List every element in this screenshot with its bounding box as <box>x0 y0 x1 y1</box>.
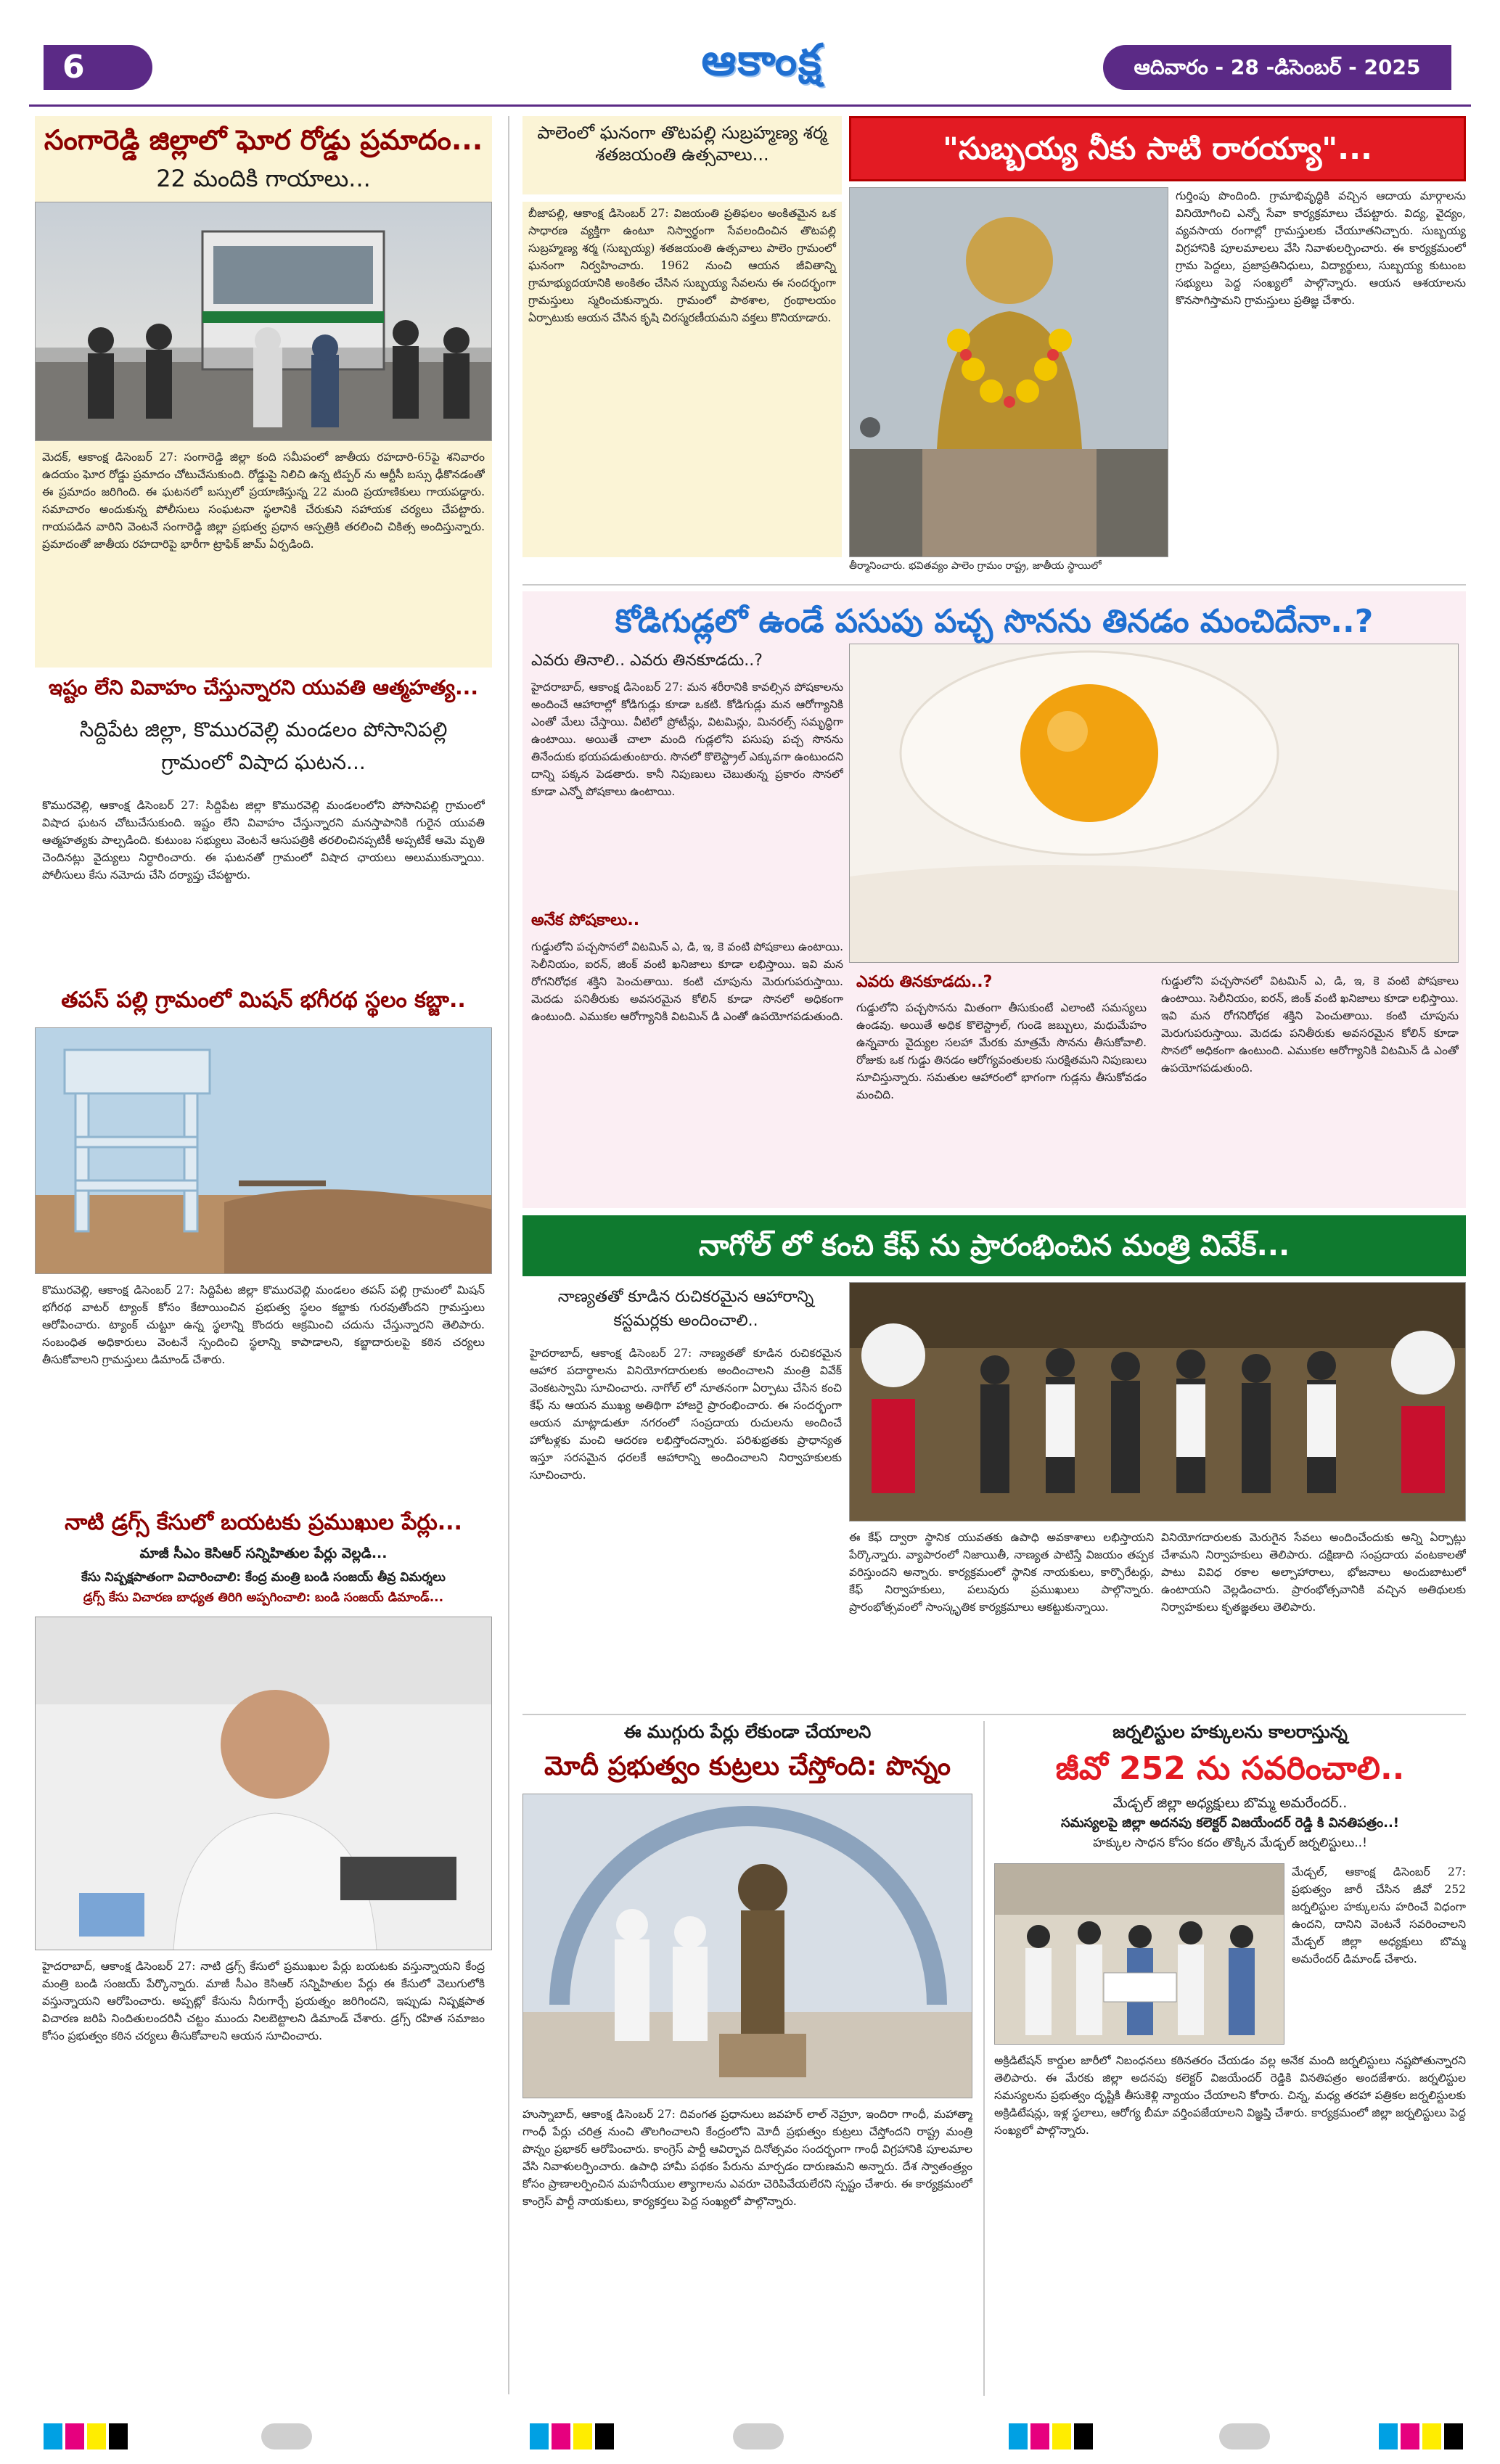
section-nutrients: అనేక పోషకాలు.. <box>531 911 640 929</box>
accident-photo <box>35 202 492 441</box>
magenta-swatch <box>1030 2423 1049 2449</box>
article-body-1: మేడ్చల్, ఆకాంక్ష డిసెంబర్ 27: ప్రభుత్వం జారీ చేసిన జీవో 252 జర్నలిస్టుల హక్కులను హరించే విధంగా ఉందని, దానిని వెంటనే సవరించాలని మేడ్చల్ జిల్లా అధ్యక్షులు బొమ్మ అమరేందర్ డిమాండ్ చేశారు. <box>1292 1865 1466 1966</box>
subheadline: సిద్దిపేట జిల్లా, కొమురవెల్లి మండలం పోసానిపల్లి గ్రామంలో విషాద ఘటన... <box>79 718 448 774</box>
cyan-swatch <box>1379 2423 1398 2449</box>
article-body-right: గుర్తింపు పొందింది. గ్రామాభివృద్ధికి వచ్చిన ఆదాయ మార్గాలను వినియోగించి ఎన్నో సేవా కార్యక్రమాలు చేపట్టారు. విద్య, వైద్యం, వ్యవసాయ రంగాల్లో గ్రామస్తులకు చేయూతనిచ్చారు. సుబ్బయ్య విగ్రహానికి పూలమాలలు వేసి నివాళులర్పించారు. ఈ కార్యక్రమంలో గ్రామ పెద్దలు, ప్రజాప్రతినిధులు, విద్యార్థులు, సుబ్బయ్య కుటుంబ సభ్యులు పెద్ద సంఖ్యలో పాల్గొన్నారు. ఆయన ఆశయాలను కొనసాగిస్తామని గ్రామస్తులు ప్రతిజ్ఞ చేశారు. <box>1176 189 1466 308</box>
masthead-title: ఆకాంక్ష <box>701 35 823 86</box>
article-body-2: అక్రిడిటేషన్ కార్డుల జారీలో నిబంధనలు కఠినతరం చేయడం వల్ల అనేక మంది జర్నలిస్టులు నష్టపోతున్నారని తెలిపారు. ఈ మేరకు జిల్లా అదనపు కలెక్టర్ విజయేందర్ రెడ్డికి వినతిపత్రం అందజేశారు. జర్నలిస్టుల సమస్యలను ప్రభుత్వం దృష్టికి తీసుకెళ్లి న్యాయం చేయాలని కోరారు. చిన్న, మధ్య తరహా పత్రికల జర్నలిస్టులకు అక్రిడిటేషన్లు, ఇళ్ల స్థలాలు, ఆరోగ్య బీమా వర్తింపజేయాలని విజ్ఞప్తి చేశారు. కార్యక్రమంలో జిల్లా జర్నలిస్టులు పెద్ద సంఖ్యలో పాల్గొన్నారు. <box>994 2054 1466 2137</box>
subheadline: 22 మందికి గాయాలు... <box>156 165 371 192</box>
registration-marks-1 <box>44 2423 128 2449</box>
cyan-swatch <box>530 2423 549 2449</box>
yellow-swatch <box>87 2423 106 2449</box>
headline: "సుబ్బయ్య నీకు సాటి రారయ్యా"... <box>942 131 1373 166</box>
row-rule <box>522 584 1466 586</box>
article-subbaiah <box>522 116 1466 580</box>
magenta-swatch <box>65 2423 84 2449</box>
headline: జీవో 252 ను సవరించాలి.. <box>1055 1750 1405 1787</box>
deck-1: మేడ్చల్ జిల్లా అధ్యక్షులు బొమ్మ అమరేందర్.. <box>1112 1795 1348 1811</box>
registration-marks-2 <box>530 2423 614 2449</box>
registration-marks-3 <box>1009 2423 1093 2449</box>
section-who-should-avoid: ఎవరు తినకూడదు..? <box>856 973 993 991</box>
article-body-nutrients: గుడ్డులోని పచ్చసొనలో విటమిన్ ఎ, డి, ఇ, కె వంటి పోషకాలు ఉంటాయి. సెలీనియం, ఐరన్, జింక్ వంటి ఖనిజాలు కూడా లభిస్తాయి. ఇవి మన రోగనిరోధక శక్తిని పెంచుతాయి. కంటి చూపును మెరుగుపరుస్తాయి. మెదడు పనితీరుకు అవసరమైన కోలిన్ కూడా సొనలో అధికంగా ఉంటుంది. ఎముకల ఆరోగ్యానికి విటమిన్ డి ఎంతో ఉపయోగపడుతుంది. <box>531 940 843 1024</box>
black-swatch <box>1444 2423 1463 2449</box>
deck-1: కేసు నిష్పక్షపాతంగా విచారించాలి: కేంద్ర మంత్రి బండి సంజయ్ తీవ్ర విమర్శలు <box>81 1570 446 1585</box>
magenta-swatch <box>1401 2423 1419 2449</box>
black-swatch <box>109 2423 128 2449</box>
article-body-1: హైదరాబాద్, ఆకాంక్ష డిసెంబర్ 27: నాణ్యతతో కూడిన రుచికరమైన ఆహార పదార్థాలను వినియోగదారులకు అందించాలని మంత్రి వివేక్ వెంకటస్వామి సూచించారు. నాగోల్ లో నూతనంగా ఏర్పాటు చేసిన కంచి కేఫ్ ను ఆయన ముఖ్య అతిథిగా హాజరై ప్రారంభించారు. ఈ సందర్భంగా ఆయన మాట్లాడుతూ నగరంలో సంప్రదాయ రుచులను అందించే హోటళ్లకు మంచి ఆదరణ లభిస్తోందన్నారు. పరిశుభ్రతకు ప్రాధాన్యత ఇస్తూ సరసమైన ధరలకే ఆహారాన్ని అందించాలని నిర్వాహకులకు సూచించారు. <box>530 1347 842 1482</box>
column-rule <box>983 1721 985 2396</box>
headline: మోదీ ప్రభుత్వం కుట్రలు చేస్తోంది: పొన్నం <box>544 1752 951 1781</box>
date-banner <box>1103 45 1451 90</box>
article-mission-bhagiratha <box>35 987 492 1502</box>
yellow-swatch <box>573 2423 592 2449</box>
kicker: నాణ్యతతో కూడిన రుచికరమైన ఆహారాన్ని కస్టమర్లకు అందించాలి.. <box>557 1288 814 1330</box>
masthead-logo <box>653 35 871 97</box>
kicker: ఎవరు తినాలి.. ఎవరు తినకూడదు..? <box>531 652 763 670</box>
headline: కోడిగుడ్లలో ఉండే పసుపు పచ్చ సొనను తినడం మంచిదేనా..? <box>615 603 1374 640</box>
magenta-swatch <box>552 2423 570 2449</box>
article-body-3: వినియోగదారులకు మెరుగైన సేవలు అందించేందుకు అన్ని ఏర్పాట్లు చేశామని నిర్వాహకులు తెలిపారు. దక్షిణాది సంప్రదాయ వంటకాలతో పాటు వివిధ రకాల అల్పాహారాలు, భోజనాలు అందుబాటులో ఉంటాయని వెల్లడించారు. ప్రారంభోత్సవానికి వచ్చిన అతిథులకు నిర్వాహకులు కృతజ్ఞతలు తెలిపారు. <box>1161 1531 1466 1614</box>
article-ponnam <box>522 1721 972 2396</box>
article-road-accident <box>35 116 492 668</box>
article-drugs-case <box>35 1509 492 2394</box>
gandhi-statue-photo <box>522 1794 972 2098</box>
registration-pill-2 <box>733 2423 784 2449</box>
kicker: ఈ ముగ్గురు పేర్లు లేకుండా చేయాలని <box>623 1722 872 1742</box>
cyan-swatch <box>1009 2423 1028 2449</box>
registration-pill-3 <box>1219 2423 1270 2449</box>
article-body: హుస్నాబాద్, ఆకాంక్ష డిసెంబర్ 27: దివంగత ప్రధానులు జవహర్ లాల్ నెహ్రూ, ఇందిరా గాంధీ, మహాత్మా గాంధీ పేర్లు చరిత్ర నుంచి తొలగించాలని కేంద్రంలోని మోదీ ప్రభుత్వం కుట్రలు చేస్తోందని రాష్ట్ర మంత్రి పొన్నం ప్రభాకర్ ఆరోపించారు. కాంగ్రెస్ పార్టీ ఆవిర్భావ దినోత్సవం సందర్భంగా గాంధీ విగ్రహానికి పూలమాల వేసి నివాళులర్పించారు. ఉపాధి హామీ పథకం పేరును మార్చడం దారుణమని అన్నారు. దేశ స్వాతంత్ర్యం కోసం ప్రాణాలర్పించిన మహనీయుల త్యాగాలను ఎవరూ చెరిపివేయలేరని స్పష్టం చేశారు. ఈ కార్యక్రమంలో కాంగ్రెస్ పార్టీ నాయకులు, కార్యకర్తలు పెద్ద సంఖ్యలో పాల్గొన్నారు. <box>522 2108 972 2209</box>
page-number-badge <box>44 45 152 90</box>
article-body-avoid: గుడ్డులోని పచ్చసొనను మితంగా తీసుకుంటే ఎలాంటి సమస్యలు ఉండవు. అయితే అధిక కొలెస్ట్రాల్, గుండె జబ్బులు, మధుమేహం ఉన్నవారు వైద్యుల సలహా మేరకు మాత్రమే సొనను తీసుకోవాలి. రోజుకు ఒక గుడ్డు తినడం ఆరోగ్యవంతులకు సురక్షితమని నిపుణులు సూచిస్తున్నారు. సమతుల ఆహారంలో భాగంగా గుడ్లను తీసుకోవడం మంచిది. <box>856 1001 1147 1102</box>
article-body: కొమురవెల్లి, ఆకాంక్ష డిసెంబర్ 27: సిద్దిపేట జిల్లా కొమురవెల్లి మండలం తపస్ పల్లి గ్రామంలో మిషన్ భగీరథ వాటర్ ట్యాంక్ కోసం కేటాయించిన ప్రభుత్వ స్థలం కబ్జాకు గురవుతోందని గ్రామస్తులు ఆరోపించారు. ట్యాంక్ చుట్టూ ఉన్న స్థలాన్ని కొందరు ఆక్రమించి చదును చేస్తున్నారని తెలిపారు. సంబంధిత అధికారులు వెంటనే స్పందించి స్థలాన్ని కాపాడాలని, కబ్జాదారులపై కఠిన చర్యలు తీసుకోవాలని గ్రామస్తులు డిమాండ్ చేశారు. <box>42 1284 485 1367</box>
cyan-swatch <box>44 2423 62 2449</box>
water-tank-photo <box>35 1027 492 1274</box>
photo-caption: తీర్మానించారు. భవితవ్యం పాలెం గ్రామం రాష్ట్ర, జాతీయ స్థాయిలో <box>849 560 1102 572</box>
article-body: మెదక్, ఆకాంక్ష డిసెంబర్ 27: సంగారెడ్డి జిల్లా కంది సమీపంలో జాతీయ రహదారి-65పై శనివారం ఉదయం ఘోర రోడ్డు ప్రమాదం చోటుచేసుకుంది. రోడ్డుపై నిలిచి ఉన్న టిప్పర్ ను ఆర్టీసీ బస్సు ఢీకొనడంతో ఈ ప్రమాదం జరిగింది. ఈ ఘటనలో బస్సులో ప్రయాణిస్తున్న 22 మంది ప్రయాణికులు గాయపడ్డారు. సమాచారం అందుకున్న పోలీసులు సంఘటనా స్థలానికి చేరుకుని సహాయక చర్యలు చేపట్టారు. గాయపడిన వారిని వెంటనే సంగారెడ్డి జిల్లా ప్రభుత్వ ప్రధాన ఆస్పత్రికి తరలించి చికిత్స అందిస్తున్నారు. ప్రమాదంతో జాతీయ రహదారిపై భారీగా ట్రాఫిక్ జామ్ ఏర్పడింది. <box>42 451 485 551</box>
headline: సంగారెడ్డి జిల్లాలో ఘోర రోడ్డు ప్రమాదం... <box>44 124 483 156</box>
article-journalists-go252 <box>994 1721 1466 2396</box>
headline: నాటి డ్రగ్స్ కేసులో బయటకు ప్రముఖుల పేర్లు... <box>65 1510 462 1535</box>
headline-banner <box>849 116 1466 181</box>
article-body: కొమురవెల్లి, ఆకాంక్ష డిసెంబర్ 27: సిద్దిపేట జిల్లా కొమురవెల్లి మండలంలోని పోసానిపల్లి గ్రామంలో విషాద ఘటన చోటుచేసుకుంది. ఇష్టం లేని వివాహం చేస్తున్నారని మనస్తాపానికి గురైన యువతి ఆత్మహత్యకు పాల్పడింది. కుటుంబ సభ్యులు వెంటనే ఆసుపత్రికి తరలించినప్పటికీ అప్పటికే ఆమె మృతి చెందినట్లు వైద్యులు నిర్ధారించారు. ఈ ఘటనతో గ్రామంలో విషాద ఛాయలు అలుముకున్నాయి. పోలీసులు కేసు నమోదు చేసి దర్యాప్తు చేపట్టారు. <box>42 799 485 882</box>
registration-pill-1 <box>261 2423 312 2449</box>
egg-yolk-photo <box>849 644 1459 963</box>
black-swatch <box>595 2423 614 2449</box>
article-egg-yolk <box>522 591 1466 1208</box>
page-number: 6 <box>62 49 85 86</box>
article-body-continued: గుడ్డులోని పచ్చసొనలో విటమిన్ ఎ, డి, ఇ, కె వంటి పోషకాలు ఉంటాయి. సెలీనియం, ఐరన్, జింక్ వంటి ఖనిజాలు కూడా లభిస్తాయి. ఇవి మన రోగనిరోధక శక్తిని పెంచుతాయి. కంటి చూపును మెరుగుపరుస్తాయి. మెదడు పనితీరుకు అవసరమైన కోలిన్ కూడా సొనలో అధికంగా ఉంటుంది. ఎముకల ఆరోగ్యానికి విటమిన్ డి ఎంతో ఉపయోగపడుతుంది. <box>1161 974 1459 1075</box>
memorandum-photo <box>994 1863 1284 2045</box>
headline: ఇష్టం లేని వివాహం చేస్తున్నారని యువతి ఆత్మహత్య... <box>49 675 478 699</box>
statue-photo <box>849 187 1168 557</box>
deck-3: హక్కుల సాధన కోసం కదం తొక్కిన మేడ్చల్ జర్నలిస్టులు..! <box>1093 1836 1367 1850</box>
article-body: హైదరాబాద్, ఆకాంక్ష డిసెంబర్ 27: నాటి డ్రగ్స్ కేసులో ప్రముఖుల పేర్లు బయటకు వస్తున్నాయని కేంద్ర మంత్రి బండి సంజయ్ పేర్కొన్నారు. మాజీ సీఎం కెసిఆర్ సన్నిహితుల పేర్లు ఈ కేసులో వెలుగులోకి వస్తున్నాయని ఆరోపించారు. అప్పట్లో కేసును నీరుగార్చే ప్రయత్నం జరిగిందని, ఇప్పుడు నిష్పక్షపాత విచారణ జరిపి నిందితులందరినీ చట్టం ముందు నిలబెట్టాలని డిమాండ్ చేశారు. డ్రగ్స్ రహిత సమాజం కోసం ప్రభుత్వం కఠిన చర్యలు తీసుకోవాలని ఆయన సూచించారు. <box>42 1960 485 2043</box>
minister-photo <box>35 1617 492 1950</box>
black-swatch <box>1074 2423 1093 2449</box>
headline-banner <box>522 1215 1466 1276</box>
cafe-inauguration-photo <box>849 1282 1466 1521</box>
kicker: మాజీ సీఎం కెసిఆర్ సన్నిహితుల పేర్లు వెల్లడి... <box>139 1545 388 1561</box>
header-rule <box>29 104 1471 107</box>
article-kanchi-cafe <box>522 1215 1466 1709</box>
article-body-intro: హైదరాబాద్, ఆకాంక్ష డిసెంబర్ 27: మన శరీరానికి కావల్సిన పోషకాలను అందించే ఆహారాల్లో కోడిగుడ్లు కూడా ఒకటి. కోడిగుడ్లు మన ఆరోగ్యానికి ఎంతో మేలు చేస్తాయి. వీటిలో ప్రోటీన్లు, విటమిన్లు, మినరల్స్ సమృద్ధిగా ఉంటాయి. అయితే చాలా మంది గుడ్లలోని పసుపు పచ్చ సొనను తినేందుకు భయపడుతుంటారు. సొనలో కొలెస్ట్రాల్ ఎక్కువగా ఉంటుందని దాన్ని పక్కన పెడతారు. కానీ నిపుణులు చెబుతున్న ప్రకారం సొనలో కూడా ఎన్నో పోషకాలు ఉంటాయి. <box>531 681 843 799</box>
deck-2: సమస్యలపై జిల్లా అదనపు కలెక్టర్ విజయేందర్ రెడ్డి కి వినతిపత్రం..! <box>1060 1815 1400 1831</box>
row-rule <box>522 1714 1466 1715</box>
deck-2: డ్రగ్స్ కేసు విచారణ బాధ్యత తిరిగి అప్పగించాలి: బండి సంజయ్ డిమాండ్... <box>83 1590 444 1605</box>
article-youth-suicide <box>35 675 492 980</box>
column-rule <box>508 116 509 2394</box>
registration-marks-4 <box>1379 2423 1463 2449</box>
article-body-2: ఈ కేఫ్ ద్వారా స్థానిక యువతకు ఉపాధి అవకాశాలు లభిస్తాయని పేర్కొన్నారు. వ్యాపారంలో నిజాయితీ, నాణ్యత పాటిస్తే విజయం తప్పక వరిస్తుందని అన్నారు. కార్యక్రమంలో స్థానిక నాయకులు, కార్పొరేటర్లు, కేఫ్ నిర్వాహకులు, పలువురు ప్రముఖులు పాల్గొన్నారు. ప్రారంభోత్సవంలో సాంస్కృతిక కార్యక్రమాలు ఆకట్టుకున్నాయి. <box>849 1531 1154 1614</box>
article-body-left: బీజాపల్లి, ఆకాంక్ష డిసెంబర్ 27: విజయంతి ప్రతిఫలం అంకితమైన ఒక సాధారణ వ్యక్తిగా ఉంటూ నిస్వార్థంగా సేవలందించిన తొటపల్లి సుబ్రహ్మణ్య శర్మ (సుబ్బయ్య) శతజయంతి ఉత్సవాలు పాలెం గ్రామంలో ఘనంగా నిర్వహించారు. 1962 నుంచి ఆయన జీవితాన్ని గ్రామాభ్యుదయానికి అంకితం చేసిన సుబ్బయ్య సేవలను ఈ సందర్భంగా గ్రామస్తులు స్మరించుకున్నారు. గ్రామంలో పాఠశాల, గ్రంథాలయం ఏర్పాటుకు ఆయన చేసిన కృషి చిరస్మరణీయమని వక్తలు కొనియాడారు. <box>522 202 842 557</box>
yellow-swatch <box>1052 2423 1071 2449</box>
headline: నాగోల్ లో కంచి కేఫ్ ను ప్రారంభించిన మంత్రి వివేక్... <box>698 1229 1290 1262</box>
kicker: జర్నలిస్టుల హక్కులను కాలరాస్తున్న <box>1112 1722 1348 1742</box>
date-line: ఆదివారం - 28 -డిసెంబర్ - 2025 <box>1134 55 1421 79</box>
headline: తపస్ పల్లి గ్రామంలో మిషన్ భగీరథ స్థలం కబ్జా.. <box>61 987 466 1013</box>
yellow-swatch <box>1422 2423 1441 2449</box>
kicker: పాలెంలో ఘనంగా తొటపల్లి సుబ్రహ్మణ్య శర్మ శతజయంతి ఉత్సవాలు... <box>537 123 827 165</box>
page-header <box>29 29 1471 109</box>
kicker-box <box>522 116 842 194</box>
